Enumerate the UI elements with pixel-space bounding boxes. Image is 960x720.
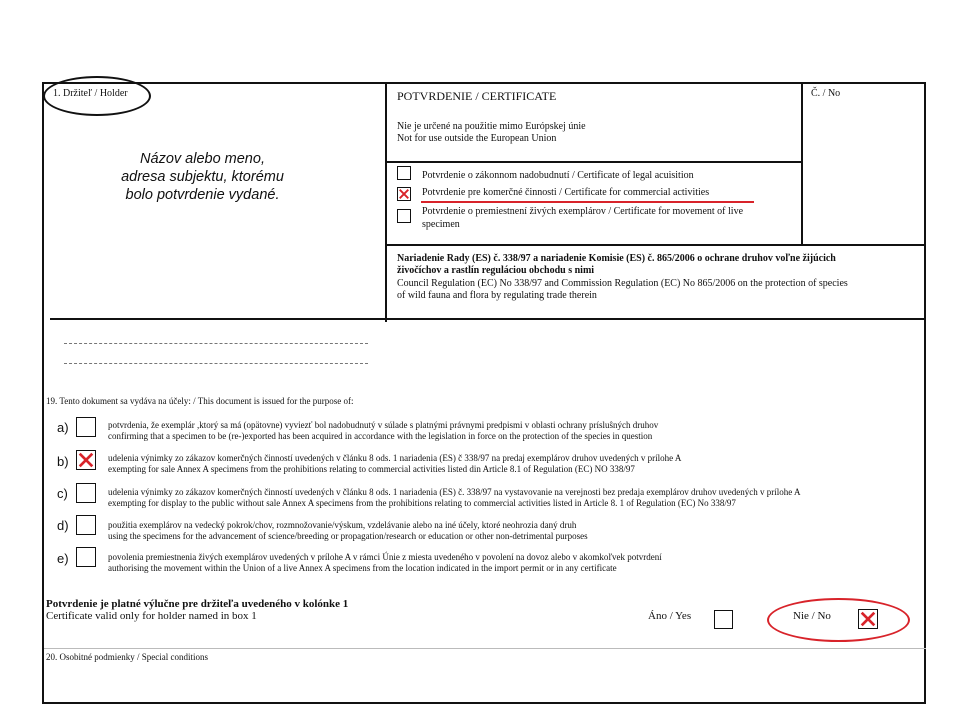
checkbox-option-b[interactable]: [76, 450, 96, 470]
option-a-text-sk: potvrdenia, že exemplár ,ktorý sa má (opätovne) vyviezť bol nadobudnutý v súlade s platnými právnymi predpismi v oblasti ochrany prísluŝných druhov: [108, 420, 659, 430]
type-legal-acquisition-label: Potvrdenie o zákonnom nadobudnutí / Certificate of legal acuisition: [422, 170, 694, 181]
validity-sk: Potvrdenie je platné výlučne pre držiteľa uvedeného v kolónke 1: [46, 598, 349, 610]
option-e-letter: e): [57, 551, 69, 566]
option-d-text-en: using the specimens for the advancement of science/breeding or propagation/research or education or other non-detrimental purposes: [108, 531, 588, 541]
type-movement-label-2: specimen: [422, 219, 460, 230]
holder-annotation: [100, 150, 305, 204]
checkbox-legal-acquisition[interactable]: [397, 166, 411, 180]
checkbox-option-c[interactable]: [76, 483, 96, 503]
checkbox-movement-live[interactable]: [397, 209, 411, 223]
no-highlight-oval: [767, 598, 910, 642]
vertical-divider-main: [385, 84, 387, 322]
option-b-letter: b): [57, 454, 69, 469]
divider-regulation-top: [386, 244, 926, 246]
yes-label: Áno / Yes: [648, 610, 692, 622]
certificate-title: POTVRDENIE / CERTIFICATE: [397, 89, 557, 103]
option-c-text-en: exempting for display to the public without sale Annex A specimens from the prohibitions relating to commercial activities listed in Article 8. 1 of Regulation (EC) No 338/97: [108, 498, 736, 508]
divider-section20: [44, 648, 926, 649]
holder-annotation-line: Názov alebo meno,: [140, 151, 265, 167]
dashed-line: [64, 363, 368, 364]
divider-types-top: [386, 161, 802, 163]
option-b-text-sk: udelenia výnimky zo zákazov komerčných činností uvedených v článku 8 ods. 1 nariadenia (ES) č 338/97 na predaj exemplárov druhov uvedených v prílohe A: [108, 453, 682, 463]
checkbox-option-d[interactable]: [76, 515, 96, 535]
checkbox-commercial-activities[interactable]: [397, 187, 411, 201]
regulation-en-2: of wild fauna and flora by regulating trade therein: [397, 290, 597, 301]
checkbox-option-a[interactable]: [76, 417, 96, 437]
red-x-mark-icon: [398, 188, 410, 200]
no-label-validity: Nie / No: [793, 610, 831, 622]
option-d-letter: d): [57, 518, 69, 533]
holder-label: 1. Držiteľ / Holder: [53, 88, 128, 99]
vertical-divider-no: [801, 84, 803, 245]
regulation-sk-2: živočíchov a rastlín reguláciou obchodu s nimi: [397, 265, 595, 276]
use-note-sk: Nie je určené na použitie mimo Európskej únie: [397, 121, 586, 132]
option-d-text-sk: použitia exemplárov na vedecký pokrok/chov, rozmnožovanie/výskum, vzdelávanie alebo na iné účely, ktoré neohrozia daný druh: [108, 520, 577, 530]
option-c-letter: c): [57, 486, 68, 501]
option-b-text-en: exempting for sale Annex A specimens from the prohibitions relating to commercial activities listed din Article 8.1 of Regulation (EC) NO 338/97: [108, 464, 635, 474]
section19-heading: 19. Tento dokument sa vydáva na účely: / This document is issued for the purpose of:: [46, 396, 354, 406]
red-x-mark-icon: [77, 451, 95, 469]
option-e-text-sk: povolenia premiestnenia živých exemplárov uvedených v prílohe A v rámci Únie z miesta uvedeného v povolení na dovoz alebo v akomkoľvek potvrdení: [108, 552, 662, 562]
divider-header-bottom: [50, 318, 926, 320]
section20-heading: 20. Osobitné podmienky / Special conditions: [46, 652, 208, 662]
type-movement-label-1: Potvrdenie o premiestnení živých exemplárov / Certificate for movement of live: [422, 206, 744, 217]
regulation-sk-1: Nariadenie Rady (ES) č. 338/97 a nariadenie Komisie (ES) č. 865/2006 o ochrane druhov voľne žijúcich: [397, 253, 836, 264]
holder-annotation-line: adresa subjektu, ktorému: [121, 169, 284, 186]
red-x-mark-icon: [859, 610, 877, 628]
holder-annotation-line: bolo potvrdenie vydané.: [125, 187, 280, 204]
dashed-line: [64, 343, 368, 344]
checkbox-option-e[interactable]: [76, 547, 96, 567]
option-c-text-sk: udelenia výnimky zo zákazov komerčných činností uvedených v článku 8 ods. 1 nariadenia (ES) č. 338/97 na vystavovanie na verejnosti bez predaja exemplárov druhov uvedených v prílohe A: [108, 487, 801, 497]
use-note-en: Not for use outside the European Union: [397, 133, 557, 144]
option-a-letter: a): [57, 420, 69, 435]
checkbox-yes[interactable]: [714, 610, 733, 629]
option-a-text-en: confirming that a specimen to be (re-)exported has been acquired in accordance with the legislation in force on the protection of the species in question: [108, 431, 653, 441]
option-e-text-en: authorising the movement within the Union of a live Annex A specimens from the location indicated in the import permit or in any certificate: [108, 563, 617, 573]
commercial-red-underline: [421, 201, 754, 203]
validity-en: Certificate valid only for holder named in box 1: [46, 610, 257, 622]
no-label: Č. / No: [811, 88, 841, 99]
regulation-en-1: Council Regulation (EC) No 338/97 and Commission Regulation (EC) No 865/2006 on the protection of species: [397, 278, 848, 289]
checkbox-no[interactable]: [858, 609, 878, 629]
type-commercial-label: Potvrdenie pre komerčné činnosti / Certificate for commercial activities: [422, 187, 710, 198]
